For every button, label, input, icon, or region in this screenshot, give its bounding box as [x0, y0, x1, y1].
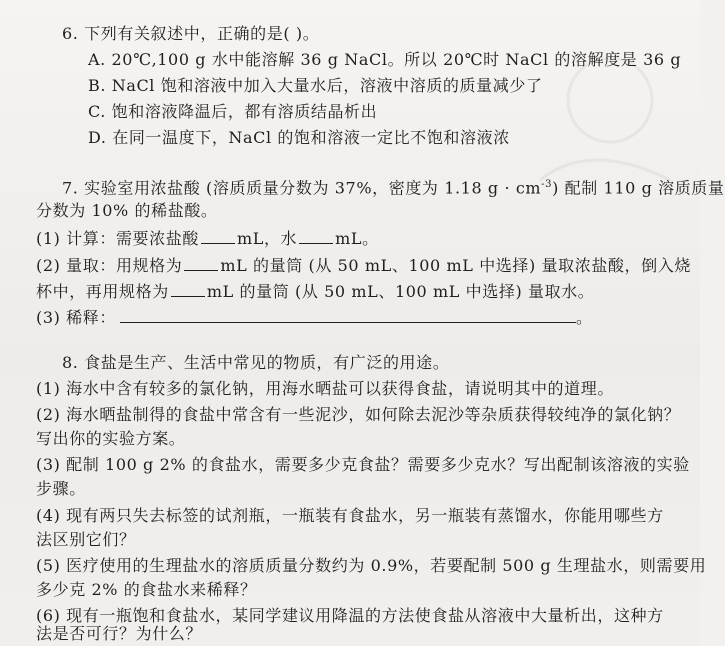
question-7-part-2-text-a: (2) 量取：用规格为 [36, 256, 183, 275]
answer-blank-dilution[interactable] [120, 308, 576, 323]
answer-blank-cylinder-water[interactable] [171, 296, 205, 297]
question-7-part-2-line2 [36, 282, 594, 302]
question-6-option-a: A. 20℃,100 g 水中能溶解 36 g NaCl。所以 20℃时 NaCl 的溶解度是 36 g [88, 50, 682, 69]
question-7-stem-text-a: 7. 实验室用浓盐酸 (溶质质量分数为 37%，密度为 1.18 g · cm [62, 178, 542, 198]
answer-blank-concentrated-hcl-ml[interactable] [201, 243, 235, 244]
question-7-part-3-text-b: 。 [575, 308, 593, 327]
question-8-part-4-line1: (4) 现有两只失去标签的试剂瓶，一瓶装有食盐水，另一瓶装有蒸馏水，你能用哪些方 [36, 506, 664, 525]
question-7-part-3 [36, 308, 593, 328]
question-7-part-1-text-c: mL。 [335, 229, 379, 248]
question-8-part-6-line1: (6) 现有一瓶饱和食盐水，某同学建议用降温的方法使食盐从溶液中大量析出，这种方 [36, 606, 664, 625]
question-7-part-1 [36, 229, 379, 249]
question-7-part-1-text-b: mL，水 [236, 229, 298, 248]
question-7-part-2-line2-text-a: 杯中，再用规格为 [36, 282, 169, 301]
question-6-stem: 6. 下列有关叙述中，正确的是( )。 [62, 24, 320, 43]
question-7-stem-line1 [62, 175, 725, 198]
question-8-part-2-line2: 写出你的实验方案。 [36, 429, 186, 448]
question-8-part-4-line2: 法区别它们？ [36, 530, 136, 549]
question-7-stem-line2: 分数为 10% 的稀盐酸。 [36, 201, 218, 220]
question-8-part-3-line1: (3) 配制 100 g 2% 的食盐水，需要多少克食盐？需要多少克水？写出配制该溶液的实验 [36, 455, 690, 474]
question-6-option-c: C. 饱和溶液降温后，都有溶质结晶析出 [88, 102, 378, 121]
question-8-part-5-line2: 多少克 2% 的食盐水来稀释？ [36, 580, 257, 599]
question-8-part-3-line2: 步骤。 [36, 479, 86, 498]
question-7-stem-superscript: -3 [541, 179, 553, 190]
answer-blank-cylinder-acid[interactable] [184, 270, 218, 271]
question-8-part-1: (1) 海水中含有较多的氯化钠，用海水晒盐可以获得食盐，请说明其中的道理。 [36, 379, 614, 398]
question-8-part-2-line1: (2) 海水晒盐制得的食盐中常含有一些泥沙，如何除去泥沙等杂质获得较纯净的氯化钠？ [36, 405, 681, 424]
question-7-part-1-text-a: (1) 计算：需要浓盐酸 [36, 229, 199, 248]
question-8-part-5-line1: (5) 医疗使用的生理盐水的溶质质量分数约为 0.9%，若要配制 500 g 生理盐水，则需要用 [36, 556, 707, 575]
question-8-stem: 8. 食盐是生产、生活中常见的物质，有广泛的用途。 [62, 353, 450, 372]
question-7-stem-text-b: ) 配制 110 g 溶质质量 [552, 178, 725, 198]
question-8-part-6-line2: 法是否可行？为什么？ [36, 624, 203, 643]
question-6-option-d: D. 在同一温度下，NaCl 的饱和溶液一定比不饱和溶液浓 [88, 128, 510, 147]
question-7-part-2-line2-text-b: mL 的量筒 (从 50 mL、100 mL 中选择) 量取水。 [206, 282, 595, 301]
answer-blank-water-ml[interactable] [299, 243, 333, 244]
question-7-part-2-text-b: mL 的量筒 (从 50 mL、100 mL 中选择) 量取浓盐酸，倒入烧 [220, 256, 691, 275]
question-6-option-b: B. NaCl 饱和溶液中加入大量水后，溶液中溶质的质量减少了 [88, 76, 543, 95]
question-7-part-3-text-a: (3) 稀释： [36, 308, 116, 327]
question-7-part-2-line1 [36, 256, 691, 276]
